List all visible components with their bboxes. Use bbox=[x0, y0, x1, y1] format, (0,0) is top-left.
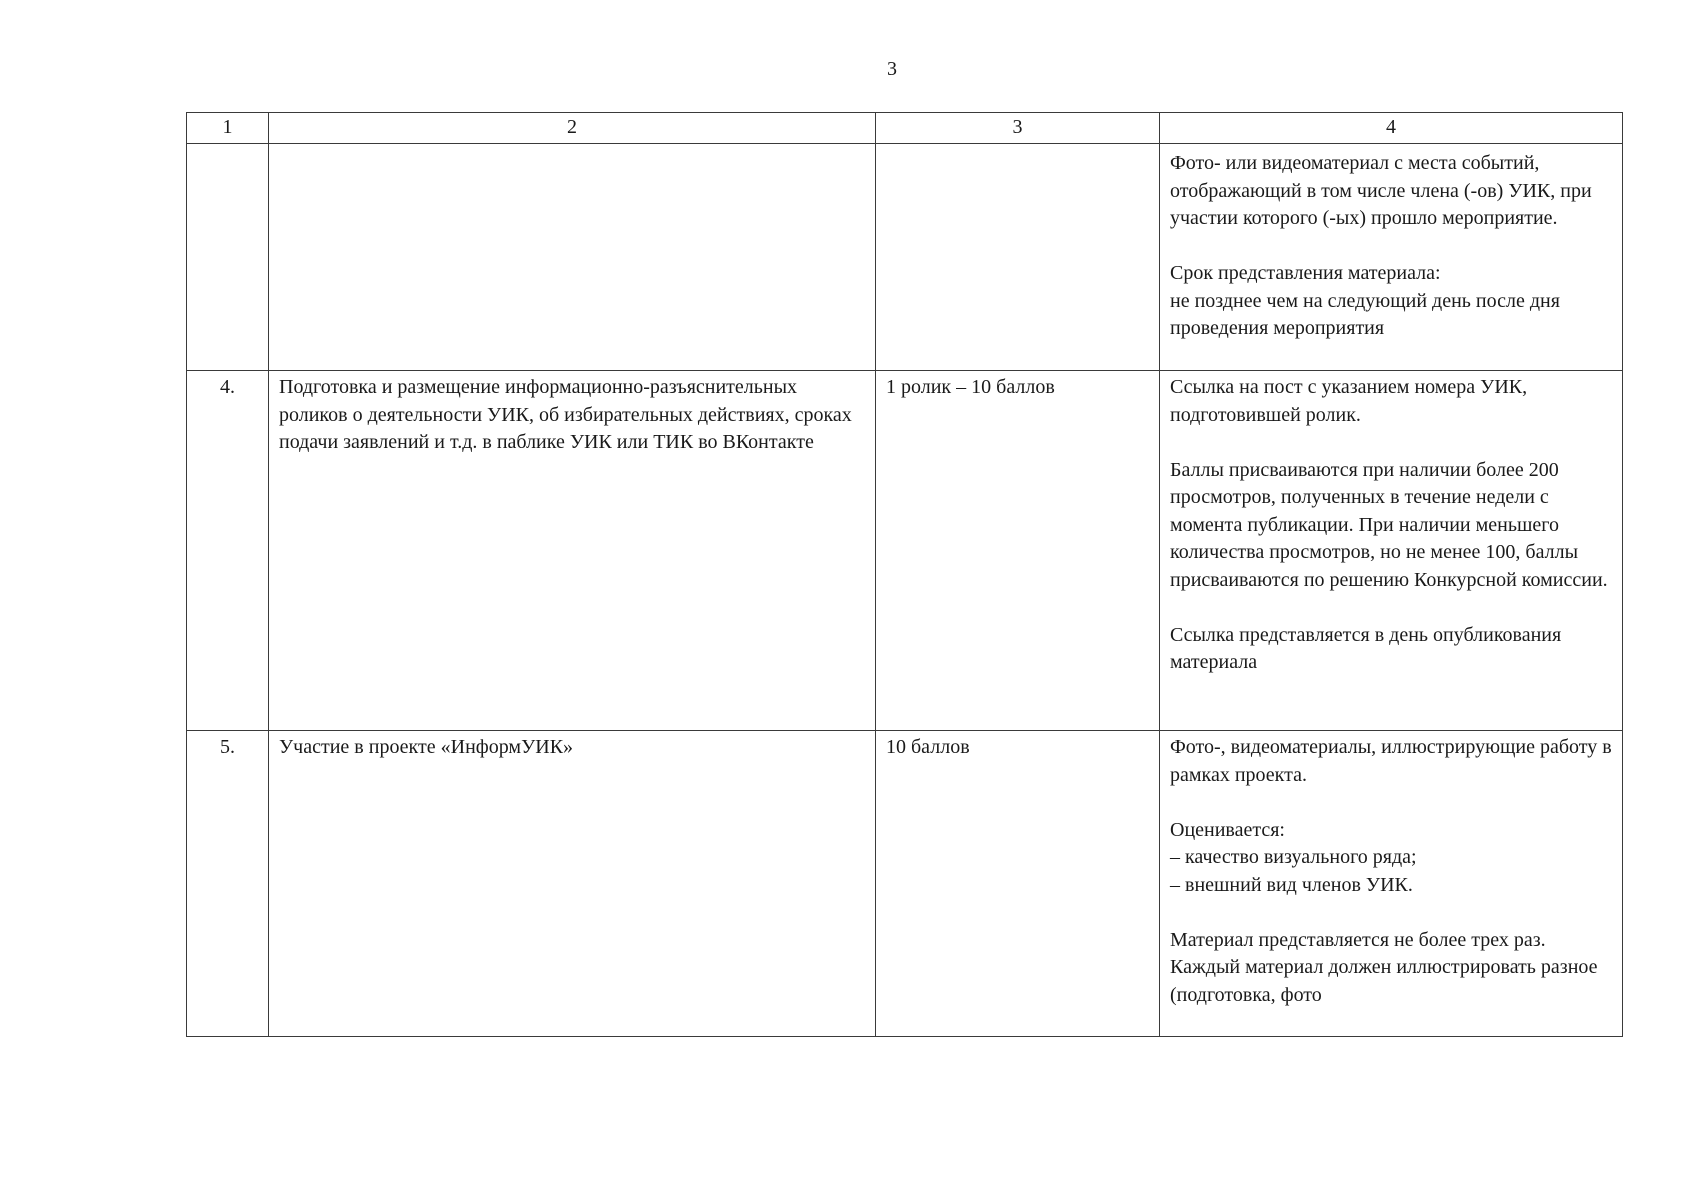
row-number: 4. bbox=[187, 371, 269, 731]
requirement-paragraph: Фото- или видеоматериал с места событий, отображающий в том числе члена (-ов) УИК, при участии которого (-ых) прошло мероприятие. bbox=[1170, 152, 1592, 229]
row-score bbox=[876, 144, 1160, 371]
page-number: 3 bbox=[887, 58, 897, 80]
row-activity bbox=[269, 144, 876, 371]
requirement-paragraph: Ссылка на пост с указанием номера УИК, подготовившей ролик. bbox=[1170, 376, 1528, 426]
requirement-paragraph: Срок представления материала: не позднее чем на следующий день после дня проведения мероприятия bbox=[1170, 262, 1560, 339]
row-requirements bbox=[1160, 144, 1623, 371]
row-requirements bbox=[1160, 371, 1623, 731]
row-activity: Подготовка и размещение информационно-разъяснительных роликов о деятельности УИК, об избирательных действиях, сроках подачи заявлений и т.д. в паблике УИК или ТИК во ВКонтакте bbox=[269, 371, 876, 731]
column-number-1: 1 bbox=[187, 113, 269, 144]
row-score: 1 ролик – 10 баллов bbox=[876, 371, 1160, 731]
column-number-2: 2 bbox=[269, 113, 876, 144]
table-row bbox=[187, 371, 1623, 731]
row-requirements bbox=[1160, 731, 1623, 1037]
table-row bbox=[187, 144, 1623, 371]
table-row bbox=[187, 731, 1623, 1037]
column-number-4: 4 bbox=[1160, 113, 1623, 144]
row-activity: Участие в проекте «ИнформУИК» bbox=[269, 731, 876, 1037]
row-number: 5. bbox=[187, 731, 269, 1037]
requirement-paragraph: Ссылка представляется в день опубликования материала bbox=[1170, 623, 1562, 673]
requirement-paragraph: Оценивается: – качество визуального ряда; – внешний вид членов УИК. bbox=[1170, 818, 1417, 896]
requirement-paragraph: Материал представляется не более трех раз. Каждый материал должен иллюстрировать разное (подготовка, фото bbox=[1170, 928, 1598, 1006]
requirement-paragraph: Баллы присваиваются при наличии более 200 просмотров, полученных в течение недели с момента публикации. При наличии меньшего количества просмотров, но не менее 100, баллы присваиваются по решению Конкурсной комиссии. bbox=[1170, 458, 1608, 591]
row-score: 10 баллов bbox=[876, 731, 1160, 1037]
requirement-paragraph: Фото-, видеоматериалы, иллюстрирующие работу в рамках проекта. bbox=[1170, 736, 1612, 786]
row-number bbox=[187, 144, 269, 371]
table-header-row bbox=[187, 113, 1623, 144]
criteria-table bbox=[186, 112, 1623, 1037]
column-number-3: 3 bbox=[876, 113, 1160, 144]
